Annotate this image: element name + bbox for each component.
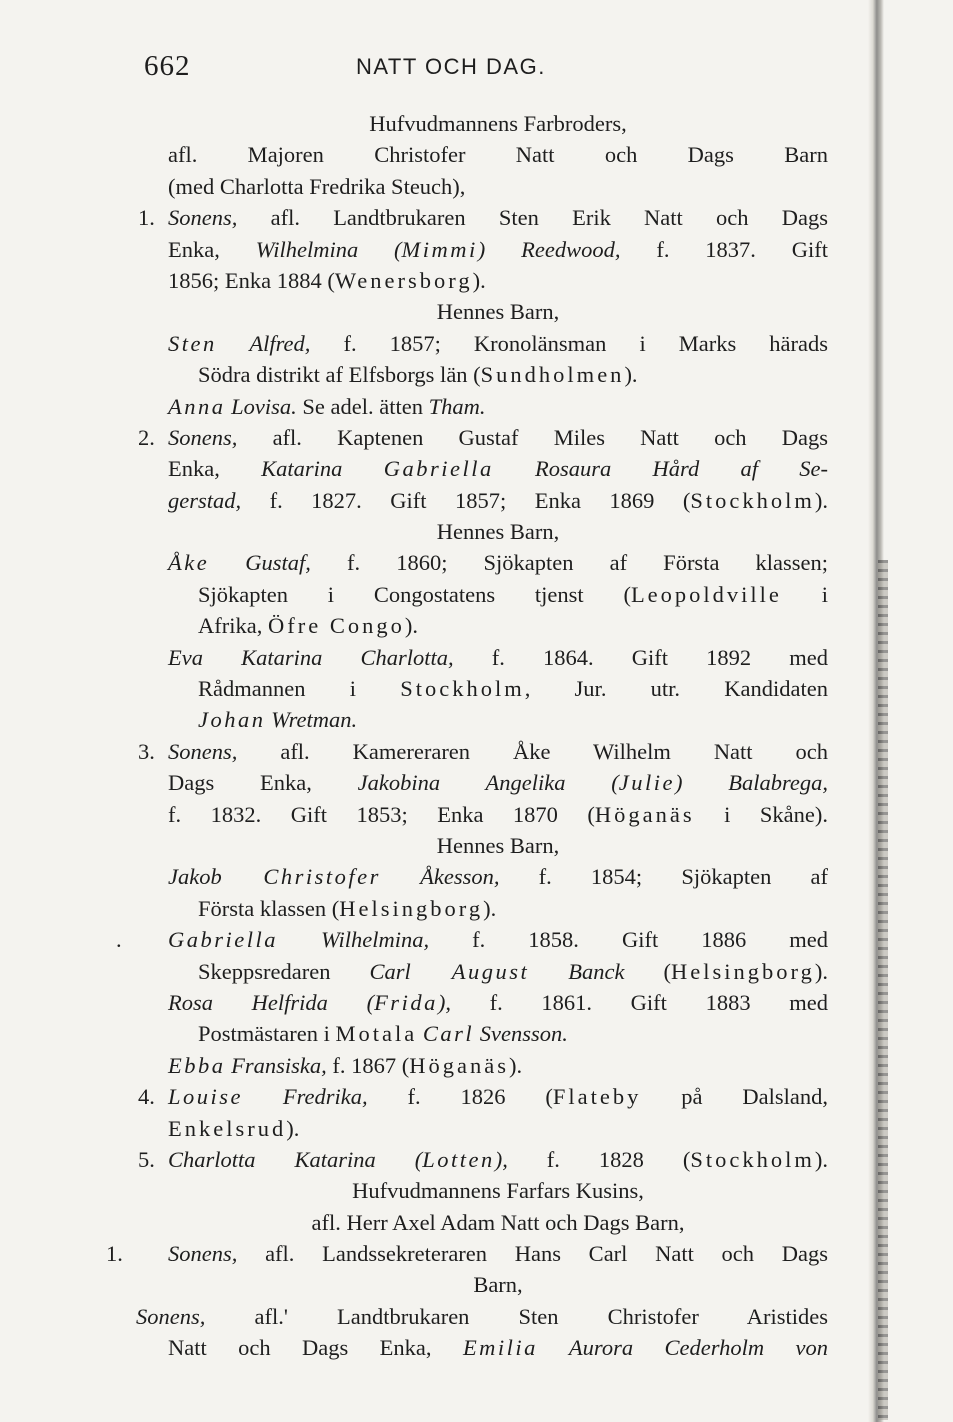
text-line: Sonens, afl.' Landtbrukaren Sten Christofer Aristides: [136, 1303, 828, 1329]
page-number: 662: [144, 50, 191, 82]
list-item: 2. Sonens, afl. Kaptenen Gustaf Miles Natt och Dags: [168, 422, 828, 453]
text-line: . Gabriella Wilhelmina, f. 1858. Gift 1886 med: [168, 924, 828, 955]
subheading: Barn,: [473, 1272, 523, 1298]
text-line: (med Charlotta Fredrika Steuch),: [168, 173, 466, 199]
text-line: Dags Enka, Jakobina Angelika (Julie) Balabrega,: [168, 770, 828, 796]
text-line: Natt och Dags Enka, Emilia Aurora Cederholm von: [168, 1335, 828, 1361]
item-number: 1.: [138, 205, 155, 231]
stray-mark: .: [116, 927, 122, 953]
list-item: 1. Sonens, afl. Landssekreteraren Hans Carl Natt och Dags: [168, 1238, 828, 1269]
list-item: 5. Charlotta Katarina (Lotten), f. 1828 (Stockholm).: [168, 1144, 828, 1175]
body-text: [106, 108, 829, 1364]
text-line: Rosa Helfrida (Frida), f. 1861. Gift 1883 med: [168, 989, 828, 1015]
text-line: Afrika, Öfre Congo).: [198, 613, 418, 639]
text-line: Jakob Christofer Åkesson, f. 1854; Sjökapten af: [168, 864, 828, 890]
subheading: Hennes Barn,: [436, 519, 560, 545]
section-heading: Hufvudmannens Farbroders,: [369, 111, 627, 136]
text-line: Åke Gustaf, f. 1860; Sjökapten af Första klassen;: [168, 550, 828, 576]
text-line: Enka, Wilhelmina (Mimmi) Reedwood, f. 1837. Gift: [168, 236, 829, 262]
section-heading: Hufvudmannens Farfars Kusins,: [352, 1178, 644, 1204]
text-line: Södra distrikt af Elfsborgs län (Sundholmen).: [198, 362, 638, 388]
text-line: Första klassen (Helsingborg).: [198, 895, 497, 921]
item-number: 1.: [106, 1241, 123, 1267]
text-line: gerstad, f. 1827. Gift 1857; Enka 1869 (Stockholm).: [168, 487, 828, 513]
text-line: afl. Herr Axel Adam Natt och Dags Barn,: [311, 1209, 685, 1235]
list-item: 1. Sonens, afl. Landtbrukaren Sten Erik Natt och Dags: [168, 202, 828, 233]
text-line: Skeppsredaren Carl August Banck (Helsingborg).: [198, 958, 828, 984]
page-edge-shadow: [878, 560, 888, 1420]
subheading: Hennes Barn,: [436, 832, 560, 858]
item-number: 2.: [138, 424, 155, 450]
text-line: Sjökapten i Congostatens tjenst (Leopoldville i: [198, 581, 828, 607]
text-line: Postmästaren i Motala Carl Svensson.: [198, 1021, 568, 1047]
item-number: 3.: [138, 738, 155, 764]
text-line: Eva Katarina Charlotta, f. 1864. Gift 1892 med: [168, 644, 828, 670]
page-header: [0, 50, 953, 90]
text-line: f. 1832. Gift 1853; Enka 1870 (Höganäs i Skåne).: [168, 801, 828, 827]
text-line: Enkelsrud).: [168, 1115, 300, 1141]
list-item: 3. Sonens, afl. Kamereraren Åke Wilhelm Natt och: [168, 736, 828, 767]
running-head: NATT OCH DAG.: [356, 54, 546, 79]
text-line: afl. Majoren Christofer Natt och Dags Barn: [168, 142, 828, 168]
text-line: Enka, Katarina Gabriella Rosaura Hård af Se-: [168, 456, 828, 482]
list-item: 4. Louise Fredrika, f. 1826 (Flateby på Dalsland,: [168, 1081, 828, 1112]
text-line: Rådmannen i Stockholm, Jur. utr. Kandidaten: [198, 676, 828, 702]
text-line: Sten Alfred, f. 1857; Kronolänsman i Marks härads: [168, 330, 828, 356]
item-number: 5.: [138, 1146, 155, 1172]
text-line: Anna Lovisa. Se adel. ätten Tham.: [168, 393, 486, 419]
subheading: Hennes Barn,: [436, 299, 560, 325]
item-number: 4.: [138, 1084, 155, 1110]
text-line: 1856; Enka 1884 (Wenersborg).: [168, 267, 486, 293]
text-line: Johan Wretman.: [198, 707, 358, 733]
text-line: Ebba Fransiska, f. 1867 (Höganäs).: [168, 1052, 523, 1078]
